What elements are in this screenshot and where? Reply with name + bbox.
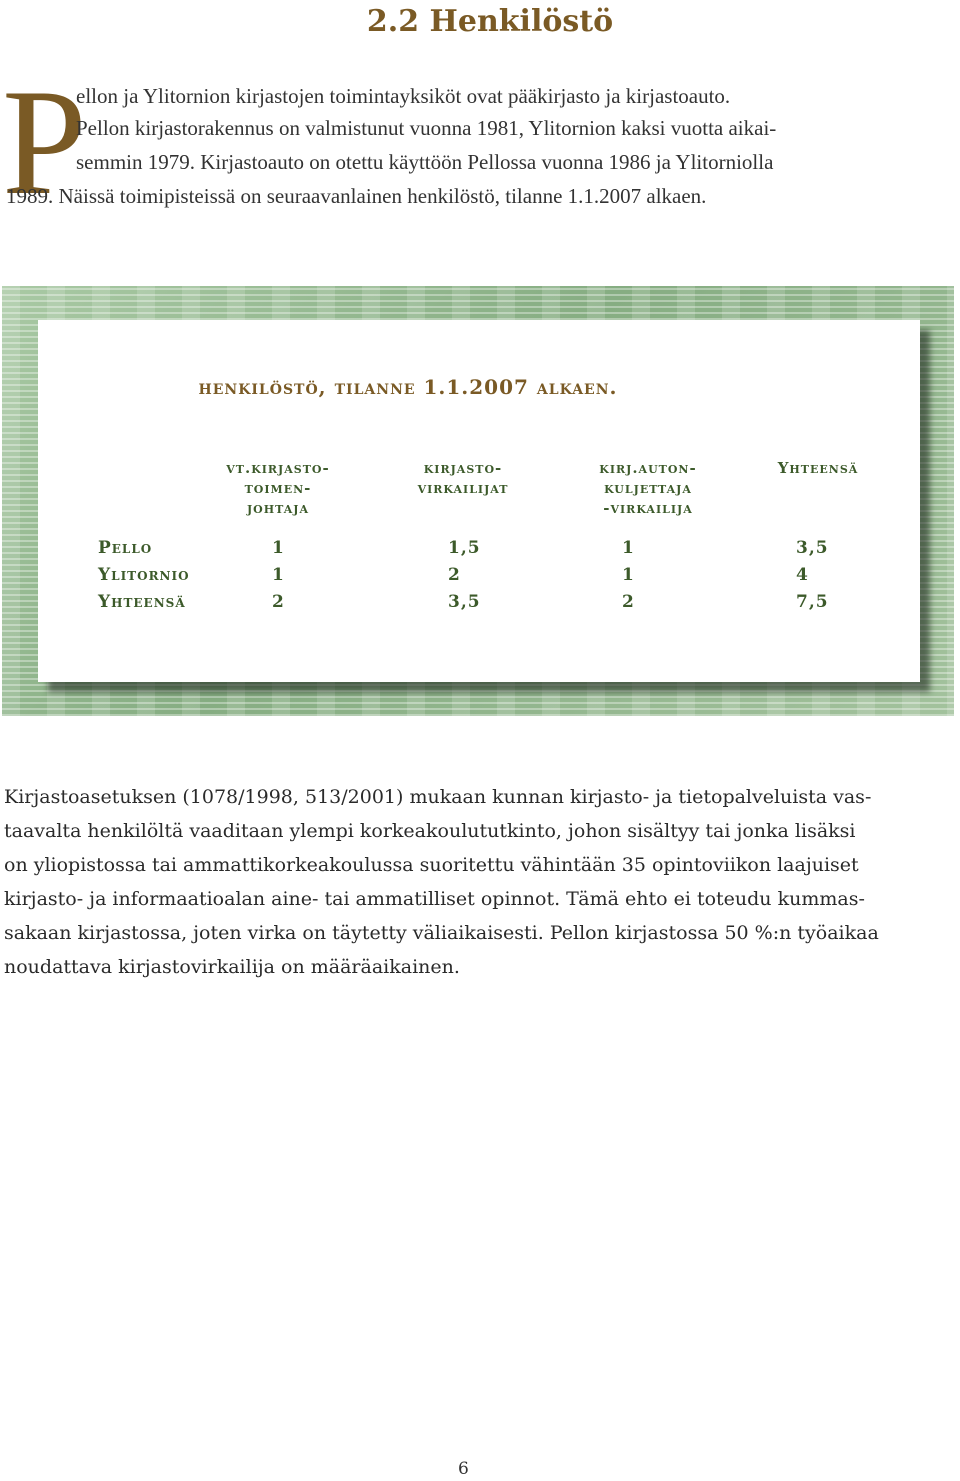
body-line: on yliopistossa tai ammattikorkeakoulussa suoritettu vähintään 35 opintoviikon laajuiset bbox=[4, 854, 859, 876]
cell-value: 4 bbox=[796, 565, 809, 585]
row-label: Ylitornio bbox=[98, 565, 190, 585]
cell-value: 3,5 bbox=[448, 592, 481, 612]
cell-value: 1,5 bbox=[448, 538, 481, 558]
row-label: Pello bbox=[98, 538, 153, 558]
cell-value: 7,5 bbox=[796, 592, 829, 612]
body-line: noudattava kirjastovirkailija on määräaikainen. bbox=[4, 956, 460, 978]
intro-line: Pellon kirjastorakennus on valmistunut vuonna 1981, Ylitornion kaksi vuotta aikai- bbox=[76, 116, 777, 140]
cell-value: 1 bbox=[272, 538, 285, 558]
column-header-total: Yhteensä bbox=[777, 459, 859, 477]
intro-line: semmin 1979. Kirjastoauto on otettu käyttöön Pellossa vuonna 1986 ja Ylitorniolla bbox=[76, 150, 774, 174]
intro-line: 1989. Näissä toimipisteissä on seuraavanlainen henkilöstö, tilanne 1.1.2007 alkaen. bbox=[6, 184, 707, 208]
cell-value: 3,5 bbox=[796, 538, 829, 558]
body-line: sakaan kirjastossa, joten virka on täytetty väliaikaisesti. Pellon kirjastossa 50 %:n työaikaa bbox=[4, 922, 879, 944]
column-header-acting-director: vt.kirjasto- toimen- johtaja bbox=[226, 459, 330, 517]
page-number: 6 bbox=[458, 1459, 469, 1479]
drop-cap: P bbox=[2, 58, 87, 226]
row-label: Yhteensä bbox=[98, 592, 186, 612]
body-line: Kirjastoasetuksen (1078/1998, 513/2001) mukaan kunnan kirjasto- ja tietopalveluista vas- bbox=[4, 786, 872, 808]
cell-value: 1 bbox=[272, 565, 285, 585]
staff-table-panel bbox=[2, 286, 954, 716]
body-line: taavalta henkilöltä vaaditaan ylempi korkeakoulututkinto, johon sisältyy tai jonka lisäksi bbox=[4, 820, 856, 842]
cell-value: 1 bbox=[622, 538, 635, 558]
column-header-library-clerks: kirjasto- virkailijat bbox=[417, 459, 509, 497]
column-header-bus-driver-clerk: kirj.auton- kuljettaja -virkailija bbox=[599, 459, 697, 517]
cell-value: 2 bbox=[272, 592, 285, 612]
cell-value: 2 bbox=[448, 565, 461, 585]
section-heading: 2.2 Henkilöstö bbox=[366, 4, 614, 39]
intro-line: ellon ja Ylitornion kirjastojen toimintayksiköt ovat pääkirjasto ja kirjastoauto. bbox=[76, 84, 731, 108]
table-title: henkilöstö, tilanne 1.1.2007 alkaen. bbox=[198, 375, 618, 399]
cell-value: 2 bbox=[622, 592, 635, 612]
body-line: kirjasto- ja informaatioalan aine- tai ammatilliset opinnot. Tämä ehto ei toteudu kummas- bbox=[4, 888, 865, 910]
cell-value: 1 bbox=[622, 565, 635, 585]
staff-table-card bbox=[38, 320, 920, 682]
